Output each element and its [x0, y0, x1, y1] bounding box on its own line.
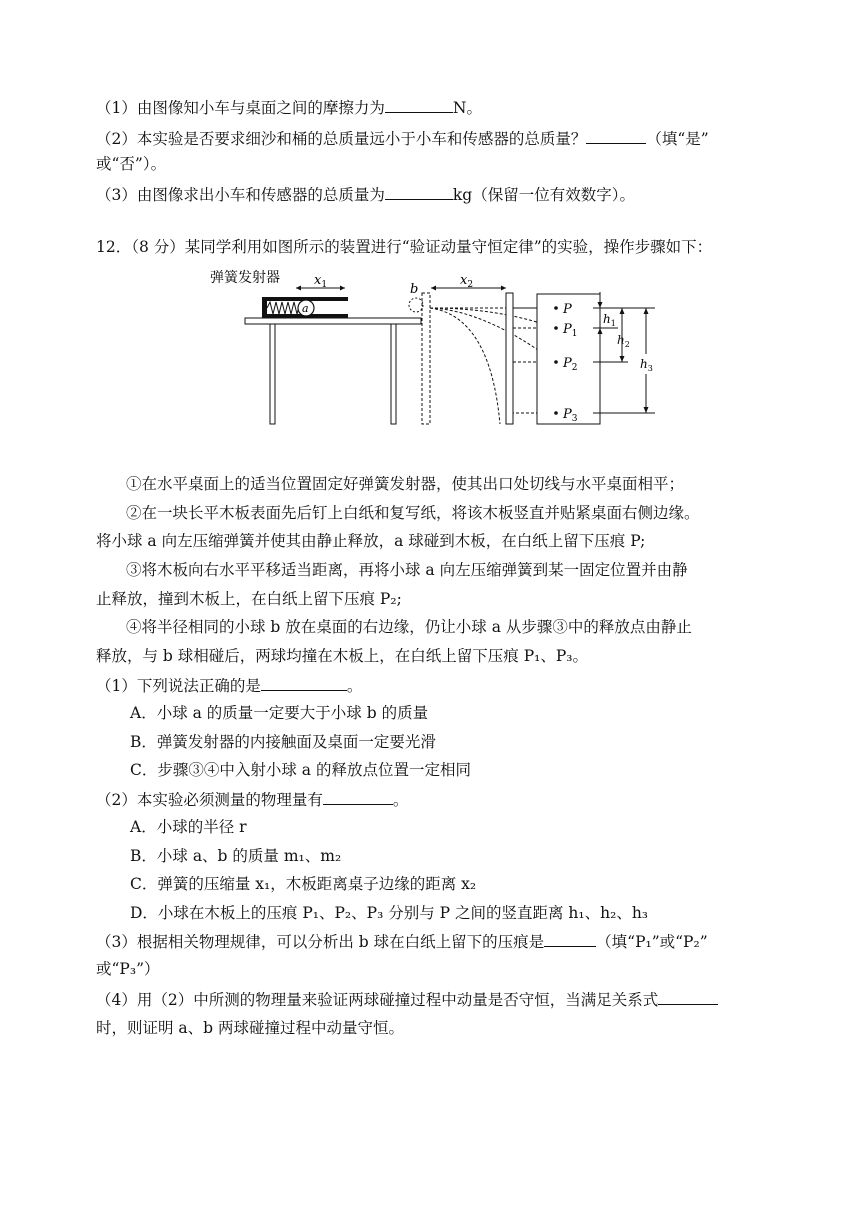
subq-2-option-A: A．小球的半径 r: [130, 818, 247, 836]
step-3: ③将木板向右水平平移适当距离，再将小球 a 向左压缩弹簧到某一固定位置并由静: [126, 561, 688, 579]
step-4-cont: 释放，与 b 球相碰后，两球均撞在木板上，在白纸上留下压痕 P₁、P₃。: [96, 647, 588, 665]
subq-2-option-C: C．弹簧的压缩量 x₁，木板距离桌子边缘的距离 x₂: [130, 875, 477, 893]
subq-4-text: （4）用（2）中所测的物理量来验证两球碰撞过程中动量是否守恒，当满足关系式: [96, 991, 659, 1009]
q11-part1-text: （1）由图像知小车与桌面之间的摩擦力为: [96, 99, 385, 117]
subq-3: [96, 930, 708, 953]
answer-blank[interactable]: [586, 127, 646, 144]
ball-b: [409, 298, 423, 312]
q11-part3-unit: kg（保留一位有效数字）。: [452, 186, 635, 204]
subq-1-end: 。: [346, 677, 363, 695]
mark-P3: [554, 411, 558, 415]
subq-3-hint: （填“P₁”或“P₂”: [596, 933, 708, 951]
step-2-cont: 将小球 a 向左压缩弹簧并使其由静止释放，a 球碰到木板，在白纸上留下压痕 P;: [96, 532, 646, 550]
q11-part2: [96, 127, 709, 150]
q11-part2-hint-end: 或“否”）。: [96, 155, 167, 173]
mark-P: [554, 306, 558, 310]
h2-label: $h_2$: [617, 333, 630, 349]
subq-1: [96, 674, 362, 697]
subq-1-option-C: C．步骤③④中入射小球 a 的释放点位置一定相同: [130, 761, 471, 779]
ball-a-label: a: [302, 302, 309, 315]
ball-b-label: b: [410, 282, 419, 297]
q11-part2-hint: （填“是”: [646, 130, 709, 148]
subq-2-option-D: D．小球在木板上的压痕 P₁、P₂、P₃ 分别与 P 之间的竖直距离 h₁、h₂、h₃: [130, 904, 649, 922]
table-leg-left: [270, 324, 275, 424]
subq-1-option-A: A．小球 a 的质量一定要大于小球 b 的质量: [130, 704, 429, 722]
subq-1-text: （1）下列说法正确的是: [96, 677, 261, 695]
label-P1: $P_1$: [563, 322, 578, 339]
step-4: ④将半径相同的小球 b 放在桌面的右边缘，仍让小球 a 从步骤③中的释放点由静止: [126, 618, 692, 636]
subq-3-cont: 或“P₃”）: [96, 960, 160, 978]
trajectory-fall: [430, 308, 500, 424]
table-leg-right: [391, 324, 396, 424]
answer-blank[interactable]: [385, 183, 453, 200]
subq-2-text: （2）本实验必须测量的物理量有: [96, 791, 323, 809]
step-3-cont: 止释放，撞到木板上，在白纸上留下压痕 P₂;: [96, 590, 402, 608]
answer-blank[interactable]: [658, 988, 718, 1005]
subq-1-option-B: B．弹簧发射器的内接触面及桌面一定要光滑: [130, 733, 436, 751]
trajectory-P2: [430, 308, 555, 362]
step-2: ②在一块长平木板表面先后钉上白纸和复写纸，将该木板竖直并贴紧桌面右侧边缘。: [126, 504, 700, 522]
answer-blank[interactable]: [544, 930, 596, 947]
mark-P1: [554, 326, 558, 330]
label-P3: $P_3$: [563, 407, 578, 424]
subq-3-text: （3）根据相关物理规律，可以分析出 b 球在白纸上留下的压痕是: [96, 933, 545, 951]
mark-P2: [554, 360, 558, 364]
q11-part1: [96, 96, 482, 119]
x2-label: $x_2$: [460, 273, 474, 290]
answer-blank[interactable]: [385, 96, 453, 113]
launcher-label: 弹簧发射器: [210, 270, 280, 286]
subq-2-end: 。: [392, 791, 409, 809]
answer-blank[interactable]: [323, 788, 393, 805]
q11-part2-text: （2）本实验是否要求细沙和桶的总质量远小于小车和传感器的总质量？: [96, 130, 587, 148]
h1-label: $h_1$: [603, 312, 616, 328]
q11-part3-text: （3）由图像求出小车和传感器的总质量为: [96, 186, 385, 204]
subq-4: [96, 988, 718, 1011]
board-shifted: [506, 293, 513, 424]
h3-label: $h_3$: [640, 357, 653, 373]
trajectory-P1: [430, 308, 555, 328]
q11-part1-unit: N。: [452, 99, 482, 117]
subq-2: [96, 788, 408, 811]
q12-heading: 12．（8 分）某同学利用如图所示的装置进行“验证动量守恒定律”的实验，操作步骤如下：: [96, 238, 713, 256]
subq-4-cont: 时，则证明 a、b 两球碰撞过程中动量守恒。: [96, 1019, 405, 1037]
board-initial-position: [422, 293, 430, 424]
step-1: ①在水平桌面上的适当位置固定好弹簧发射器，使其出口处切线与水平桌面相平；: [126, 475, 685, 493]
answer-blank[interactable]: [261, 674, 347, 691]
label-P: P: [563, 302, 572, 317]
table-top: [245, 318, 421, 324]
q11-part2-cont: [96, 153, 166, 175]
q11-part3: [96, 183, 635, 206]
experiment-figure: [200, 266, 670, 438]
subq-2-option-B: B．小球 a、b 的质量 m₁、m₂: [130, 847, 342, 865]
x1-label: $x_1$: [314, 273, 328, 290]
label-P2: $P_2$: [563, 356, 578, 373]
